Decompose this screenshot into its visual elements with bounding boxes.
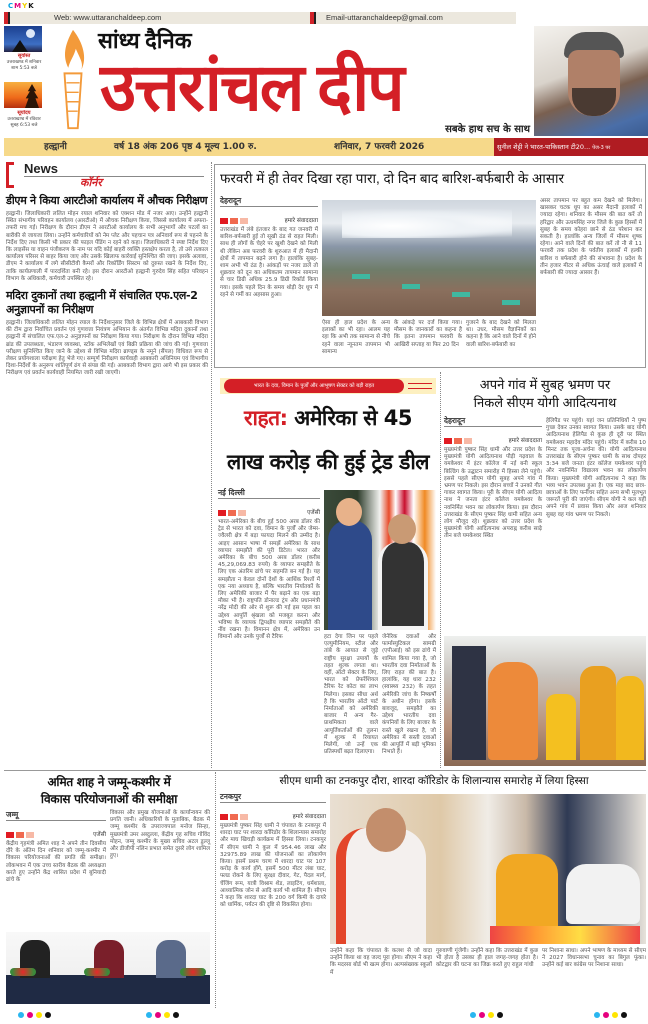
squares-icon bbox=[444, 438, 472, 444]
trade-col1: भारत-अमेरिका के बीच हुई 500 अरब डॉलर की ट्रेड से भारत को दवा, विमान के पुर्जों और जेम्स-ज्वैलरी क्षेत्र में बड़ा फायदा मिलने की उम्मीद है। आइए आसान भाषा में समझें अमेरिका के साथ व्यापार समझौते की पूरी डिटेल। भारत और अमेरिका के बीच 500 अरब डॉलर (करीब 45,29,069.83 रुपये) के व्यापार समझौते के लिए एक अंतरिम ढांचे पर सहमति बन गई है। यह समझौता न केवल दोनों देशों के आर्थिक रिश्तों में एक नया अध्याय है, बल्कि भारतीय निर्यातकों के लिए अमेरिकी बाजार में पैर बढ़ाने का एक बड़ा मौका भी है। राष्ट्रपति डोनाल्ड ट्रंप और प्रधानमंत्री नरेंद्र मोदी की ओर से शुरू की गई इस पहल का उद्देश्य आपूर्ति श्रृंखला को मजबूत करना और भविष्य के व्यापक द्विपक्षीय व्यापार समझौते की नींव रखना है। विमानन क्षेत्र में, अमेरिका उन विमानों और उनके पुर्जों से टैरिफ bbox=[218, 519, 320, 641]
trade-headline-red: राहत: bbox=[243, 406, 288, 430]
weather-col3: के आंकड़े पर दर्ज किया गया। मौसम के जानकारों का कहना है कि इतना तापमान फरवरी के आखिरी सप्ताह या फिर 20 दिन bbox=[394, 320, 462, 348]
sunset-info bbox=[2, 53, 46, 75]
dhami-col1-wrap bbox=[220, 792, 326, 909]
celebrity-portrait bbox=[534, 26, 648, 136]
sunrise-image bbox=[4, 82, 42, 108]
trade-dateline: नई दिल्ली bbox=[218, 488, 320, 499]
news-corner-label: News bbox=[24, 161, 58, 176]
issue-date: शनिवार, 7 फरवरी 2026 bbox=[334, 142, 425, 152]
dhami-col3-wrap bbox=[436, 948, 538, 970]
dhami-col1: मुख्यमंत्री पुष्कर सिंह धामी ने चंपावत के टनकपुर में शारदा घाट पर शारदा कॉरिडोर के शिलान्यास समारोह और माघ खिचड़ी कार्यक्रम में हिस्सा लिया। टनकपुर में सीएम धामी ने कुल में 954.46 लाख और 32975.89 लाख की योजनाओं का लोकार्पण किया। इसमें प्रथम चरण में शारदा घाट पर 107 करोड़ के कार्य होंगे, इसमें 500 मीटर लंबा घाट, फ्लड रोकने के लिए सुरक्षा दीवार, गेट, पैदल मार्ग, चेंजिंग रूम, यात्री विश्राम शेड, लाइटिंग, धर्मशाला, आध्यात्मिक जोन से आदि कार्य भी शामिल हैं। सीएम ने कहा कि शारदा घाट के 200 वर्ग किमी के दायरे को धार्मिक, पर्यटन की दृष्टि से विकसित होगा। bbox=[220, 823, 326, 909]
weather-col1-text: उत्तराखंड में लंबे इंतजार के बाद गत जनवरी में बारिश-बर्फबारी हुई तो सूखी ठंड से राहत मिली। साथ ही लोगों के चेहरे पर खुशी देखने को मिली थी लेकिन अब फरवरी के शुरुआत में ही मैदानी क्षेत्रों में तापमान बढ़ने लगा है। हालांकि सुबह-शाम अभी भी ठंड है। आंकड़ों पर नजर डालें तो शुक्रवार को दून का अधिकतम तापमान सामान्य से चार डिग्री अधिक 25.9 डिग्री रिकॉर्ड किया गया। इसके पहले दिन के समय थोड़ी देर धूप में रहने से गर्मी का अहसास हुआ। bbox=[220, 227, 318, 298]
trade-headline-line1: अमेरिका से 45 bbox=[294, 406, 413, 430]
cmyk-c: C bbox=[8, 2, 15, 10]
shah-col2-wrap bbox=[110, 810, 210, 860]
shah-dateline: जम्मू bbox=[6, 810, 106, 821]
shah-meeting-photo bbox=[6, 932, 210, 1004]
section-divider bbox=[4, 770, 646, 771]
squares-icon bbox=[218, 510, 246, 516]
story-body: हल्द्वानी। जिलाधिकारी ललित मोहन रयाल के निर्देशानुसार जिले के विभिन्न क्षेत्रों में आबकारी विभाग की टीम द्वारा निर्वाचित प्रवर्तन एवं गुणवत्ता नियंत्रण अभियान के अंतर्गत विभिन्न मदिरा दुकानों तथा हल्द्वानी में संचालित एफ.एल-2 अनुज्ञापनों का निरीक्षण किया गया। निरीक्षण के दौरान विभिन्न मदिरा ब्रांड की उपलब्धता, भंडारण व्यवस्था, स्टॉक अभिलेखों एवं बिक्री प्रक्रिया की जांच की गई। गुणवत्ता परीक्षण सुनिश्चित किए जाने के उद्देश्य से विभिन्न मदिरा ब्राण्ड्स के नमूने (सैंपल) विधिवत रूप से लेकर प्रयोगशाला परीक्षण हेतु भेजे गए। सम्पूर्ण निरीक्षण कार्यवाही आबकारी अधिनियम एवं विभागीय दिशा-निर्देशों के अनुरूप शांतिपूर्ण ढंग से संपन्न की गई। आबकारी विभाग द्वारा आगे भी इस प्रकार की निरीक्षण एवं प्रवर्तन कार्यवाही नियमित जारी रखी जाएगी। bbox=[6, 320, 208, 377]
shah-headline-line2: विकास परियोजनाओं की समीक्षा bbox=[40, 792, 178, 806]
story-headline[interactable]: डीएम ने किया आरटीओ कार्यालय में औचक निरीक्षण bbox=[6, 194, 208, 207]
weather-col2-wrap bbox=[322, 320, 390, 356]
sunset-time: शाम 5:53 बजे bbox=[11, 66, 37, 71]
shah-col2: विकास और प्रमुख योजनाओं के कार्यान्वयन की प्रगति जानी। अधिकारियों के मुताबिक, बैठक में जम्मू कश्मीर के उपराज्यपाल मनोज सिन्हा, मुख्यमंत्री उमर अब्दुल्ला, केंद्रीय गृह सचिव गोविंद मोहन, जम्मू कश्मीर के मुख्य सचिव अटल डुल्लू और डीजीपी नलिन प्रभात समेत दूसरे लोग शामिल हुए। bbox=[110, 810, 210, 860]
tree-icon bbox=[12, 40, 28, 52]
yogi-dateline: देहरादून bbox=[444, 416, 542, 427]
news-corner-header bbox=[6, 162, 206, 190]
left-column bbox=[6, 194, 208, 378]
trade-col3-wrap bbox=[382, 634, 436, 756]
weather-col5-wrap bbox=[540, 198, 642, 277]
trade-col3: जेनेरिक दवाओं और फार्मास्युटिकल सामग्री (एपीआई) को इस ढांचे में शामिल किया गया है, जो भारतीय दवा निर्माताओं के लिए राहत की बात है। हालांकि, यह धारा 232 (स्वास्थ्य 232) के तहत अमेरिकी जांच के निष्कर्षों के अधीन होगा। इसके बावजूद, समझौते का उद्देश्य भारतीय दवा कंपनियों के लिए बाजार के रास्ते खुले रखना है, जो अमेरिका में सस्ती दवाओं की आपूर्ति में बड़ी भूमिका निभाते हैं। bbox=[382, 634, 436, 756]
masthead-tagline: सबके हाथ सच के साथ bbox=[445, 124, 530, 135]
trade-col1-wrap bbox=[218, 488, 320, 641]
trade-headline-line2: लाख करोड़ की हुई ट्रेड डील bbox=[226, 450, 430, 474]
dhami-col2: उन्होंने कहा कि चंपावत के कलश से जो वादा उन्होंने किया था वह जल्द पूरा होगा। सीएम ने कहा कि मदरसा बोर्ड भी खत्म होगा। अल्पसंख्यक स्कूलों में bbox=[330, 948, 432, 976]
weather-col2: ऐसा ही हाल प्रदेश के अन्य इलाकों का भी रहा। आलम यह रहा कि अभी तक सामान्य से नीचे रहने वाला न्यूनतम तापमान भी सामान्य bbox=[322, 320, 390, 355]
pagoda-icon bbox=[25, 84, 39, 108]
weather-headline[interactable]: फरवरी में ही तेवर दिखा रहा पारा, दो दिन बाद बारिश-बर्फबारी के आसार bbox=[220, 171, 564, 186]
torch-logo-icon bbox=[56, 28, 90, 132]
sunrise-info bbox=[2, 110, 46, 132]
moon-icon bbox=[26, 29, 35, 38]
yogi-col2-wrap bbox=[546, 418, 646, 519]
shah-col1: केंद्रीय गृहमंत्री अमित शाह ने अपने तीन दिवसीय दौरे के अंतिम दिन शनिवार को जम्मू-कश्मीर में विकास परियोजनाओं की प्रगति की समीक्षा। लोकभवन में एक उच्च स्तरीय बैठक की अध्यक्षता करते हुए उन्होंने केंद्र शासित प्रदेश में बुनियादी ढांचे के bbox=[6, 841, 106, 884]
yogi-photo bbox=[444, 636, 646, 766]
trade-col2-wrap bbox=[324, 634, 378, 756]
registration-dots bbox=[146, 1012, 179, 1018]
squares-icon bbox=[6, 832, 34, 838]
weather-dateline: देहरादून bbox=[220, 196, 318, 207]
weather-col5: असर तापमान पर बहुत कम देखने को मिलेगा। खासकर चटक धूप का असर मैदानी इलाकों में ज्यादा रहेगा। शनिवार के मौसम की बात करें तो हरिद्वार और ऊधमसिंह नगर जिले के कुछ हिस्सों में सुबह के समय कोहरा छाने से ठंड परेशान कर सकती है। हालांकि अन्य जिलों में मौसम शुष्क रहेगा। आने वाले दिनों की बात करें तो नौ से 11 फरवरी तक प्रदेश के पर्वतीय इलाकों में हल्की बारिश व बर्फबारी होने की संभावना है। प्रदेश के तीन हजार मीटर से अधिक ऊंचाई वाले इलाकों में बर्फबारी की ज्यादा आसार हैं। bbox=[540, 198, 642, 277]
weather-col3-wrap bbox=[394, 320, 462, 349]
ticker-text: सुनील शेट्टी ने भारत-पाकिस्तान टी20... bbox=[497, 143, 591, 151]
sunrise-time: सुबह 6:53 बजे bbox=[10, 123, 38, 128]
sunset-image bbox=[4, 26, 42, 52]
dhami-meta bbox=[220, 803, 326, 823]
yogi-col2: हेलिपैड पर पहुंचे। यहां जन प्रतिनिधियों ने पुष्प गुच्छ देकर उनका स्वागत किया। उसके बाद योगी आदित्यनाथ हेलिपैड से कुछ ही दूरी पर स्थित यमकेश्वर महादेव मंदिर पहुंचे। मंदिर में करीब 10 मिनट तक पूजा-अर्चना की। योगी आदित्यनाथ उत्तराखंड के सीएम पुष्कर धामी के साथ दोपहर 3:34 बजे जनता इंटर कॉलेज यमकेश्वर पहुंचे और नवनिर्मित विद्यालय भवन का लोकार्पण किया। मुख्यमंत्री योगी आदित्यनाथ ने कहा कि भव्य भवन उपलब्ध हुआ है। एक माह बाद छात्र-छात्राओं के लिए फर्नीचर सहित अन्य सभी मूलभूत जरूरतें पूरी की जाएंगी। सीएम योगी ने कल यहीं अपने गांव में प्रवास किया और आज शनिवार सुबह वह गांव भ्रमण पर निकले। bbox=[546, 418, 646, 518]
column-divider bbox=[440, 372, 441, 768]
ticker-page-ref: पेज-3 पर bbox=[592, 145, 611, 151]
column-divider bbox=[211, 162, 212, 768]
cmyk-k: K bbox=[28, 2, 35, 10]
website-link[interactable]: Web: www.uttaranchaldeep.com bbox=[54, 13, 162, 22]
weather-column bbox=[220, 196, 318, 299]
date-bar bbox=[4, 138, 494, 156]
shah-meta bbox=[6, 821, 106, 841]
shah-byline: एजेंसी bbox=[93, 832, 106, 838]
sunset-label: सूर्यास्त bbox=[17, 53, 31, 59]
yogi-col1-wrap bbox=[444, 416, 542, 541]
dhami-col4-wrap bbox=[542, 948, 646, 970]
red-block-icon bbox=[310, 12, 316, 24]
story-body: हल्द्वानी। जिलाधिकारी ललित मोहन रयाल शनिवार को एक्शन मोड में नजर आए। उन्होंने हल्द्वानी स्थित संभागीय परिवहन कार्यालय (आरटीओ) में औचक निरीक्षण किया, जिससे कार्यालय में अफरा-तफरी मच गई। निरीक्षण के दौरान डीएम ने आरटीओ कार्यालय के सभी अनुभागों और पटलों का बारीकी से जायजा लिया। उन्होंने कर्मचारियों को नेम प्लेट और पहचान पत्र अनिवार्य रूप से पहनने के निर्देश दिए तथा किसी भी प्रकार की फाइल पेंडिंग न रहने को कहा। जिलाधिकारी ने स्पष्ट निर्देश दिए कि लाइसेंस या वाहन पंजीकरण के नाम पर यदि कोई बाहरी व्यक्ति हस्तक्षेप करता है, तो उसे तत्काल कार्यालय परिसर से बाहर किया जाए और उसके खिलाफ कार्रवाई सुनिश्चित की जाए। इसके अलावा, डीएम ने कार्यालय में लगे सीसीटीवी कैमरों और रिकॉर्डिंग सिस्टम को दुरुस्त रखने के निर्देश दिए, ताकि कार्यप्रणाली में पारदर्शिता बनी रहे। इस दौरान आरटीओ हल्द्वानी गुरुदेव सिंह सहित परिवहन विभाग के अधिकारी, कर्मचारी उपस्थित रहे। bbox=[6, 211, 208, 282]
cmyk-m: M bbox=[14, 2, 23, 10]
shah-col1-wrap bbox=[6, 810, 106, 884]
sunset-line1: उत्तराखण्ड में शनिवार bbox=[6, 60, 42, 65]
dhami-col2-wrap bbox=[330, 948, 432, 977]
masthead-title: उत्तरांचल दीप bbox=[100, 52, 403, 125]
dhami-byline: हमारे संवाददाता bbox=[292, 814, 326, 820]
shah-headline[interactable] bbox=[6, 774, 212, 808]
yogi-meta bbox=[444, 427, 542, 447]
weather-byline: हमारे संवाददाता bbox=[284, 218, 318, 224]
dhami-col4: पर निशाना साधा। अपने भाषण के माध्यम से सीएम ने 2027 विधानसभा चुनाव का बिगुल फूंका। उन्होंने कई बार कांग्रेस पर निशाना साधा। bbox=[542, 948, 646, 969]
squares-icon bbox=[220, 218, 248, 224]
yogi-headline-line1: अपने गांव में सुबह भ्रमण पर bbox=[479, 377, 611, 392]
dhami-headline[interactable]: सीएम धामी का टनकपुर दौरा, शारदा कॉरिडोर के शिलान्यास समारोह में लिया हिस्सा bbox=[279, 775, 589, 787]
trade-kicker: भारत के दवा, विमान के पुर्जों और आभूषण सेक्टर को बड़ी राहत bbox=[224, 379, 404, 393]
contact-bar bbox=[4, 12, 516, 24]
email-link[interactable]: Email-uttaranchaldeep@gmail.com bbox=[326, 13, 443, 22]
celebrity-ticker[interactable] bbox=[494, 138, 648, 156]
dhami-dateline: टनकपुर bbox=[220, 792, 326, 803]
story-headline[interactable]: मदिरा दुकानों तथा हल्द्वानी में संचालित एफ.एल-2 अनुज्ञापनों का निरीक्षण bbox=[6, 289, 198, 317]
trade-meta bbox=[218, 499, 320, 519]
issue-info: वर्ष 18 अंक 206 पृष्ठ 4 मूल्य 1.00 रु. bbox=[114, 142, 257, 152]
stripes-icon bbox=[408, 383, 432, 389]
trade-headline[interactable] bbox=[218, 396, 438, 484]
weather-col4: गुजरने के बाद देखने को मिलता था। उधर, मौसम वैज्ञानिकों का कहना है कि आने वाले दिनों में होने वाली बारिश-बर्फबारी का bbox=[466, 320, 536, 348]
yogi-col1: मुख्यमंत्री पुष्कर सिंह धामी और उत्तर प्रदेश के मुख्यमंत्री योगी आदित्यनाथ पौड़ी गढ़वाल के यमकेश्वर में इंटर कॉलेज में नई बनी स्कूल बिल्डिंग के उद्घाटन समारोह में हिस्सा लेने पहुंचे। इससे पहले सीएम योगी सुबह अपने गांव में भ्रमण पर निकले। इस दौरान बच्चों ने उनको गीत गाकर स्वागत किया। पूरी के सीएम योगी आदित्य नाथ ने जनता इंटर कॉलेज यमकेश्वर के नवनिर्मित भवन का लोकार्पण किया। इस दौरान उत्तराखंड के सीएम पुष्कर सिंह धामी सहित अन्य लोग मौजूद रहे। शुक्रवार को उत्तर प्रदेश के मुख्यमंत्री योगी आदित्यनाथ अपराह्न करीब साढ़े तीन बजे यमकेश्वर स्थित bbox=[444, 447, 542, 540]
registration-dots bbox=[18, 1012, 51, 1018]
dhami-col3: गुरुवाणी गूंजेगी। उन्होंने कहा कि उत्तराखंड में कुछ भी होता है उसका ही हाल जगह-जगह होता है। कोटद्वार की घटना का जिक्र करते हुए राहुल गांधी bbox=[436, 948, 538, 969]
yogi-headline[interactable] bbox=[444, 376, 646, 412]
weather-col4-wrap bbox=[466, 320, 536, 349]
dhami-ceremony-photo bbox=[330, 794, 646, 944]
edition-city: हल्द्वानी bbox=[44, 142, 67, 152]
registration-dots bbox=[470, 1012, 503, 1018]
shah-headline-line1: अमित शाह ने जम्मू-कश्मीर में bbox=[47, 775, 171, 789]
cmyk-y: Y bbox=[22, 2, 29, 10]
cmyk-marker bbox=[8, 2, 35, 10]
trade-col2: हटा देगा जिन पर पहले एल्युमीनियम, स्टील और तांबे के आयात से जुड़े राष्ट्रीय सुरक्षा उपायों के तहत शुल्क लगता था। वहीं, ऑटो सेक्टर के लिए, भारत को प्रेफरेंशियल टैरिफ रेट कोटा का लाभ मिलेगा। इसका सीधा अर्थ है कि भारतीय ऑटो पार्ट निर्माताओं को अमेरिकी बाजार में अन्य गैर-प्राथमिकता वाले आपूर्तिकर्ताओं की तुलना में शुल्क में रियायत मिलेगी, जो उन्हें एक प्रतिस्पर्धी बढ़त दिलाएगा। bbox=[324, 634, 378, 756]
weather-meta bbox=[220, 207, 318, 227]
mountain-photo bbox=[322, 200, 536, 316]
bracket-icon bbox=[6, 162, 14, 188]
trump-modi-photo bbox=[324, 490, 436, 630]
squares-icon bbox=[220, 814, 248, 820]
registration-dots bbox=[594, 1012, 627, 1018]
corner-label: कॉर्नर bbox=[80, 176, 102, 189]
sunrise-label: सूर्योदय bbox=[17, 110, 31, 116]
red-block-icon bbox=[4, 12, 10, 24]
column-divider bbox=[215, 772, 216, 1008]
sunrise-line1: उत्तराखण्ड में रविवार bbox=[7, 117, 41, 122]
masthead-subtitle: सांध्य दैनिक bbox=[98, 28, 192, 53]
yogi-headline-line2: निकले सीएम योगी आदित्यनाथ bbox=[473, 395, 617, 410]
trade-byline: एजेंसी bbox=[307, 510, 320, 516]
yogi-byline: हमारे संवाददाता bbox=[508, 438, 542, 444]
trade-kicker-banner bbox=[220, 378, 436, 394]
